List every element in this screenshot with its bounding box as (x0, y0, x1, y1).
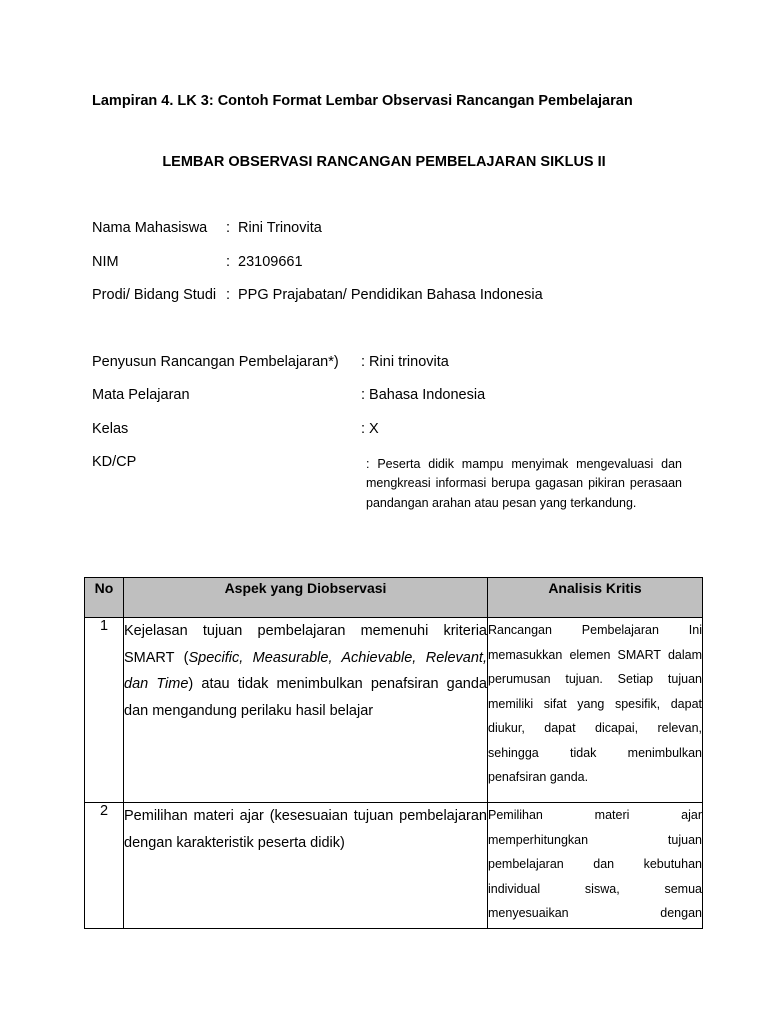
mapel-label: Mata Pelajaran (92, 387, 190, 403)
table-row (85, 618, 703, 803)
document-title: Lampiran 4. LK 3: Contoh Format Lembar Observasi Rancangan Pembelajaran (92, 93, 633, 109)
aspek-cell: Kejelasan tujuan pembelajaran memenuhi kriteria SMART (Specific, Measurable, Achievable, Relevant, dan Time) atau tidak menimbulkan penafsiran ganda dan mengandung perilaku hasil belajar (124, 618, 488, 803)
kd-label: KD/CP (92, 454, 137, 470)
kelas-label: Kelas (92, 421, 129, 437)
identity-label-nama: Nama Mahasiswa (92, 220, 208, 236)
document-subtitle: LEMBAR OBSERVASI RANCANGAN PEMBELAJARAN SIKLUS II (162, 154, 606, 170)
identity-colon: : (226, 254, 231, 270)
analisis-cell: Pemilihan materi ajar memperhitungkan tujuan pembelajaran dan kebutuhan individual siswa, semua menyesuaikan dengan (488, 803, 703, 929)
identity-colon: : (226, 287, 231, 303)
identity-value-nim: 23109661 (238, 254, 303, 270)
identity-label-nim: NIM (92, 254, 119, 270)
kd-value: : Peserta didik mampu menyimak mengevaluasi dan mengkreasi informasi berupa gagasan pikiran perasaan pandangan arahan atau pesan yang terkandung. (366, 457, 682, 510)
row-number: 2 (85, 803, 124, 929)
row-number: 1 (85, 618, 124, 803)
header-analisis: Analisis Kritis (488, 578, 703, 618)
identity-colon: : (226, 220, 231, 236)
header-aspek: Aspek yang Diobservasi (124, 578, 488, 618)
penyusun-label: Penyusun Rancangan Pembelajaran*) (92, 354, 339, 370)
identity-value-prodi: PPG Prajabatan/ Pendidikan Bahasa Indonesia (238, 287, 543, 303)
table-row (85, 803, 703, 929)
smart-criteria: Specific, Measurable, Achievable, Relevant, dan Time (124, 649, 487, 692)
kelas-value: : X (361, 421, 379, 437)
observation-table (84, 577, 703, 929)
identity-label-prodi: Prodi/ Bidang Studi (92, 287, 217, 303)
aspek-cell: Pemilihan materi ajar (kesesuaian tujuan pembelajaran dengan karakteristik peserta didik) (124, 803, 488, 929)
mapel-value: : Bahasa Indonesia (361, 387, 486, 403)
identity-value-nama: Rini Trinovita (238, 220, 322, 236)
header-no: No (85, 578, 124, 618)
analisis-cell: Rancangan Pembelajaran Ini memasukkan elemen SMART dalam perumusan tujuan. Setiap tujuan memiliki sifat yang spesifik, dapat diukur, dapat dicapai, relevan, sehingga tidak menimbulkan penafsiran ganda. (488, 618, 703, 803)
penyusun-value: : Rini trinovita (361, 354, 449, 370)
table-header-row (85, 578, 703, 618)
